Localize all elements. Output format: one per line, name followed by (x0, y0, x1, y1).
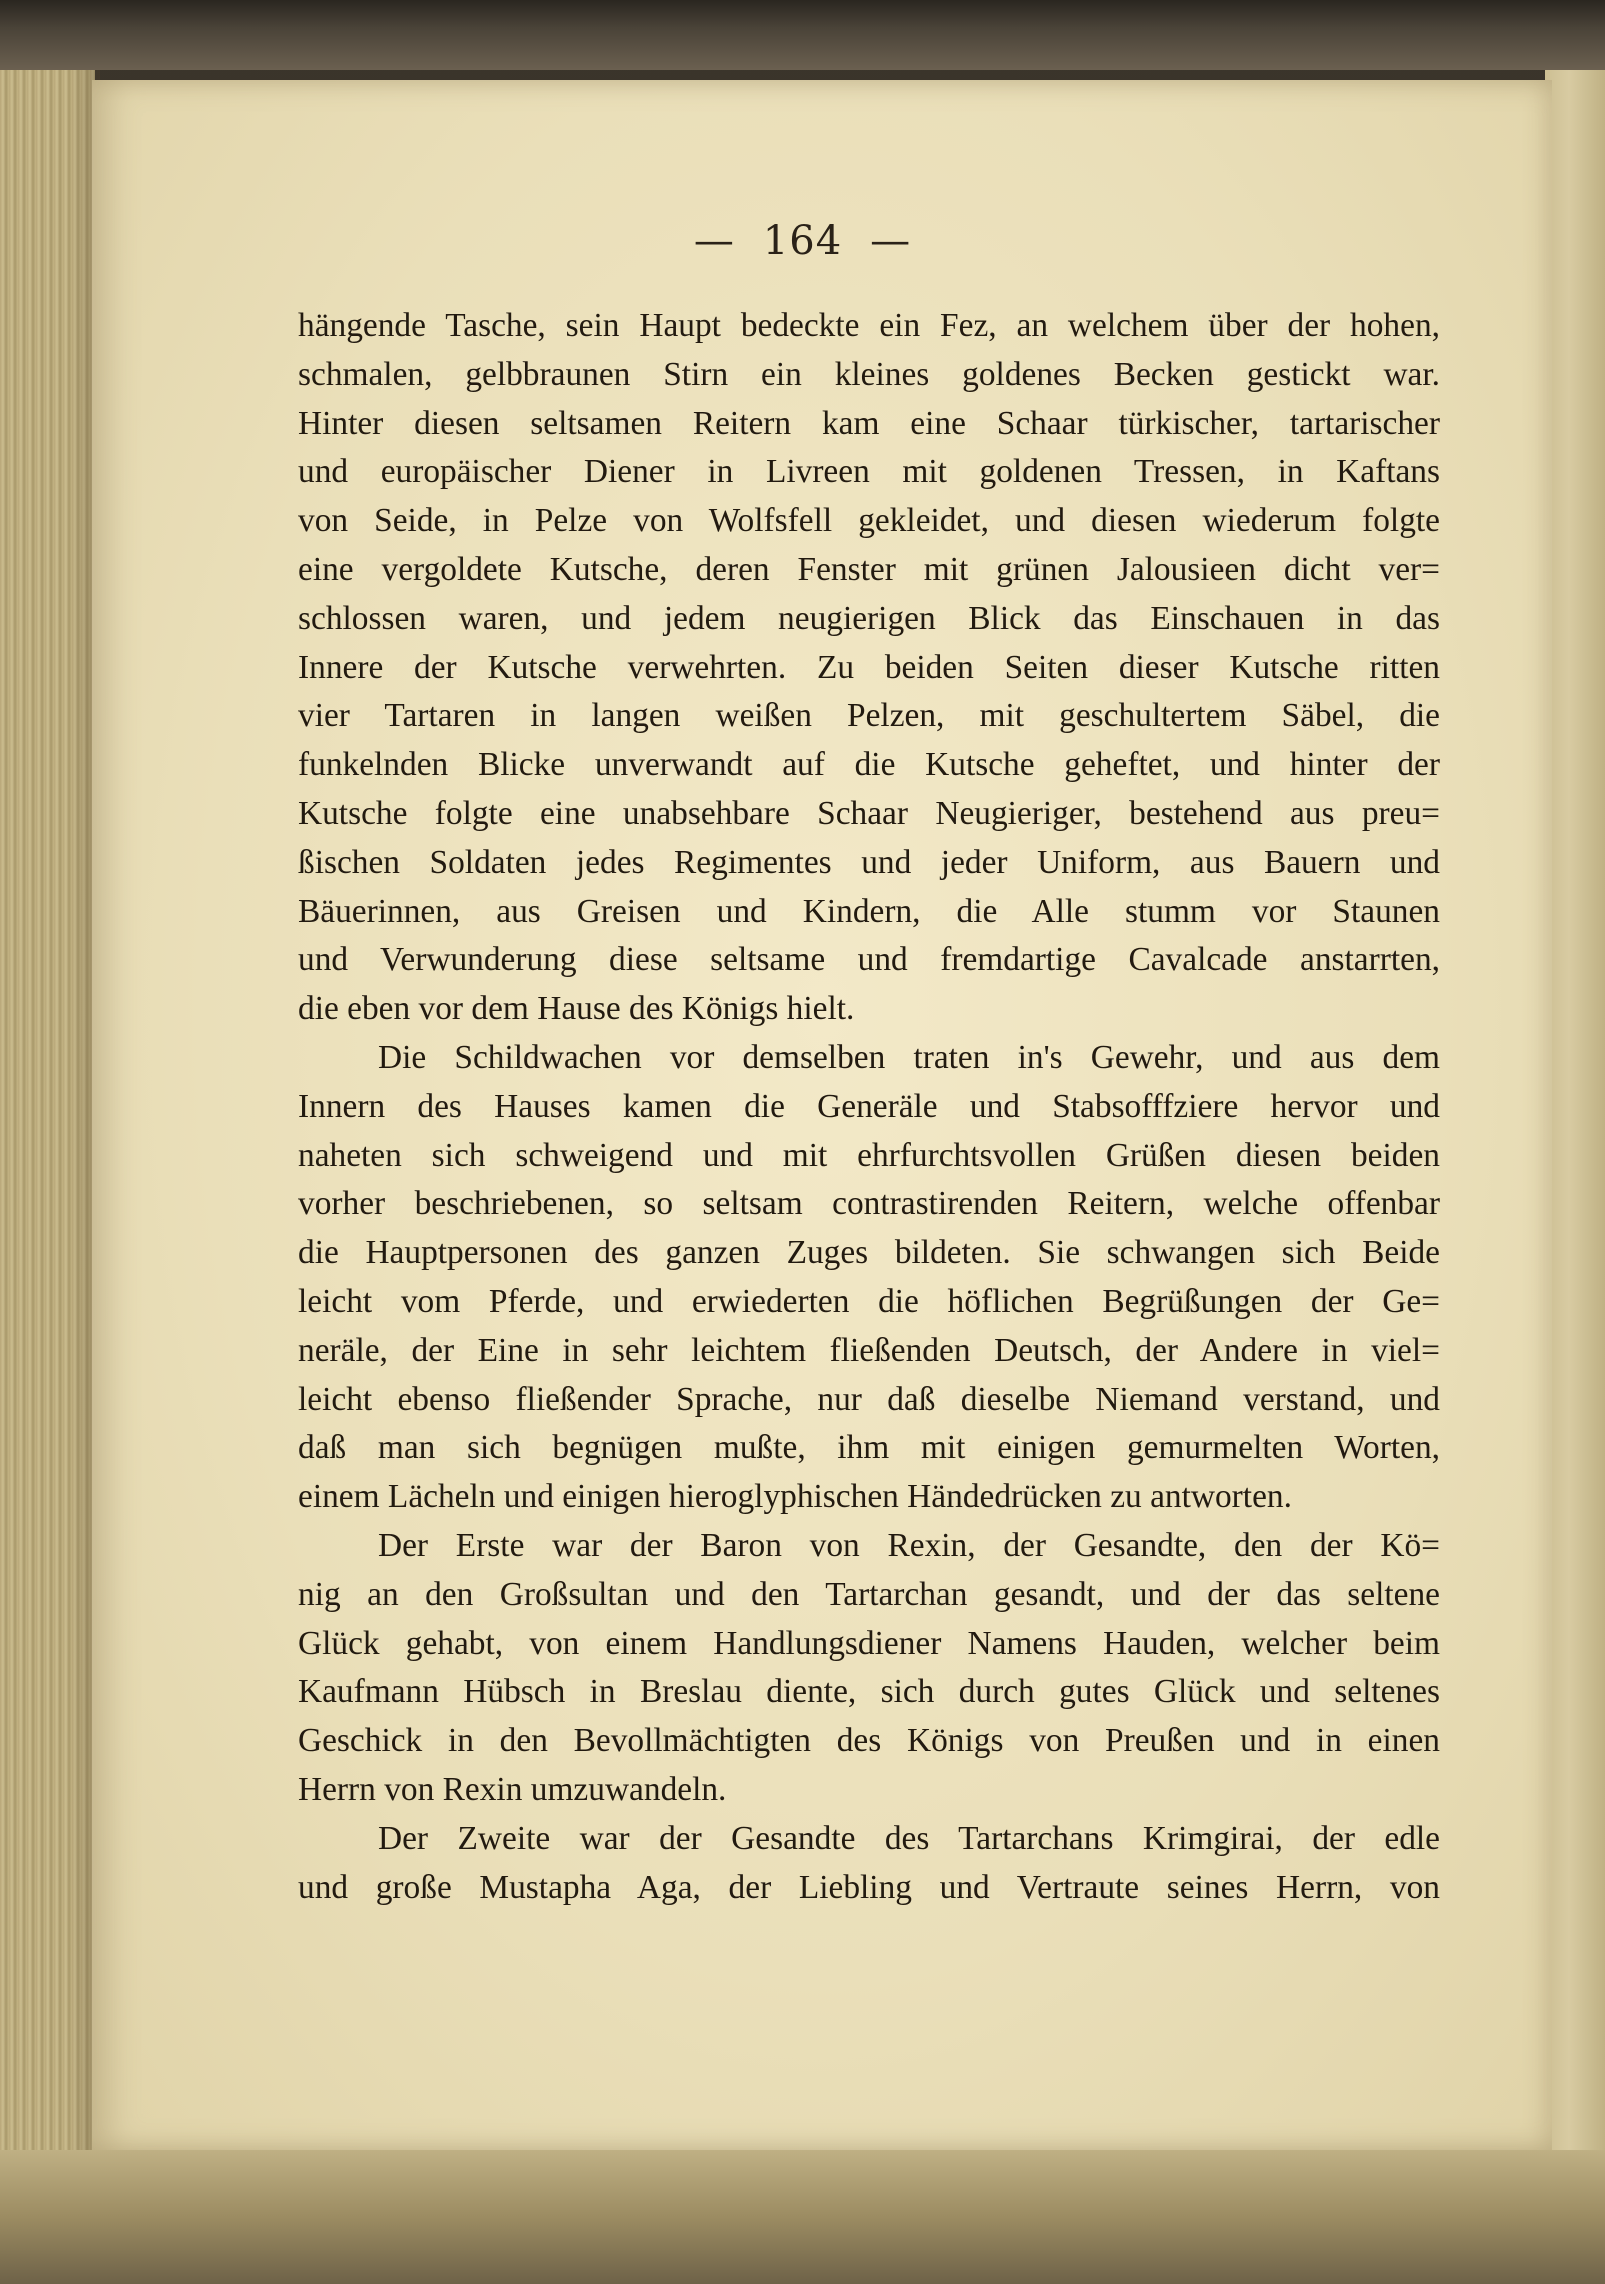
text-line: Bäuerinnen, aus Greisen und Kindern, die Alle stumm vor Staunen (298, 892, 1440, 930)
text-line: Innere der Kutsche verwehrten. Zu beiden Seiten dieser Kutsche ritten (298, 648, 1440, 686)
text-line: und europäischer Diener in Livreen mit goldenen Tressen, in Kaftans (298, 453, 1440, 491)
text-line: neräle, der Eine in sehr leichtem fließenden Deutsch, der Andere in viel= (298, 1331, 1440, 1369)
page-header (0, 218, 1605, 264)
text-line: leicht vom Pferde, und erwiederten die höflichen Begrüßungen der Ge= (298, 1282, 1440, 1320)
text-line: Geschick in den Bevollmächtigten des Königs von Preußen und in einen (298, 1722, 1440, 1760)
text-line: Der Zweite war der Gesandte des Tartarchans Krimgirai, der edle (378, 1819, 1440, 1857)
text-line: Der Erste war der Baron von Rexin, der Gesandte, den der Kö= (378, 1526, 1440, 1564)
text-line: vorher beschriebenen, so seltsam contrastirenden Reitern, welche offenbar (298, 1185, 1440, 1223)
text-line: leicht ebenso fließender Sprache, nur daß dieselbe Niemand verstand, und (298, 1380, 1440, 1418)
text-line: vier Tartaren in langen weißen Pelzen, mit geschultertem Säbel, die (298, 697, 1440, 735)
text-line: und Verwunderung diese seltsame und fremdartige Cavalcade anstarrten, (298, 941, 1440, 979)
text-line: ßischen Soldaten jedes Regimentes und jeder Uniform, aus Bauern und (298, 843, 1440, 881)
text-line: und große Mustapha Aga, der Liebling und Vertraute seines Herrn, von (298, 1868, 1440, 1906)
text-line: Innern des Hauses kamen die Generäle und Stabsofffziere hervor und (298, 1087, 1440, 1125)
text-line: Glück gehabt, von einem Handlungsdiener Namens Hauden, welcher beim (298, 1624, 1440, 1662)
text-line: funkelnden Blicke unverwandt auf die Kutsche geheftet, und hinter der (298, 746, 1440, 784)
text-line: schlossen waren, und jedem neugierigen Blick das Einschauen in das (298, 599, 1440, 637)
body-text (298, 302, 1440, 1912)
text-line: naheten sich schweigend und mit ehrfurchtsvollen Grüßen diesen beiden (298, 1136, 1440, 1174)
text-line: Hinter diesen seltsamen Reitern kam eine Schaar türkischer, tartarischer (298, 404, 1440, 442)
text-line: die Hauptpersonen des ganzen Zuges bildeten. Sie schwangen sich Beide (298, 1234, 1440, 1272)
text-line: die eben vor dem Hause des Königs hielt. (298, 990, 855, 1028)
folio-dash-left: — (693, 218, 735, 264)
folio-dash-right: — (870, 218, 912, 264)
text-line: Kutsche folgte eine unabsehbare Schaar Neugieriger, bestehend aus preu= (298, 794, 1440, 832)
text-line: einem Lächeln und einigen hieroglyphischen Händedrücken zu antworten. (298, 1478, 1292, 1516)
text-line: Herrn von Rexin umzuwandeln. (298, 1770, 727, 1808)
text-line: von Seide, in Pelze von Wolfsfell gekleidet, und diesen wiederum folgte (298, 502, 1440, 540)
book-bottom-edge (0, 2150, 1605, 2284)
text-line: nig an den Großsultan und den Tartarchan gesandt, und der das seltene (298, 1575, 1440, 1613)
page-number: 164 (762, 218, 843, 264)
text-line: schmalen, gelbbraunen Stirn ein kleines goldenes Becken gestickt war. (298, 355, 1440, 393)
text-line: eine vergoldete Kutsche, deren Fenster mit grünen Jalousieen dicht ver= (298, 550, 1440, 588)
text-line: Kaufmann Hübsch in Breslau diente, sich durch gutes Glück und seltenes (298, 1673, 1440, 1711)
text-line: daß man sich begnügen mußte, ihm mit einigen gemurmelten Worten, (298, 1429, 1440, 1467)
text-line: hängende Tasche, sein Haupt bedeckte ein Fez, an welchem über der hohen, (298, 307, 1440, 344)
page-stack-right (1545, 70, 1605, 2284)
book-top-edge (0, 0, 1605, 70)
text-line: Die Schildwachen vor demselben traten in's Gewehr, und aus dem (378, 1038, 1440, 1076)
